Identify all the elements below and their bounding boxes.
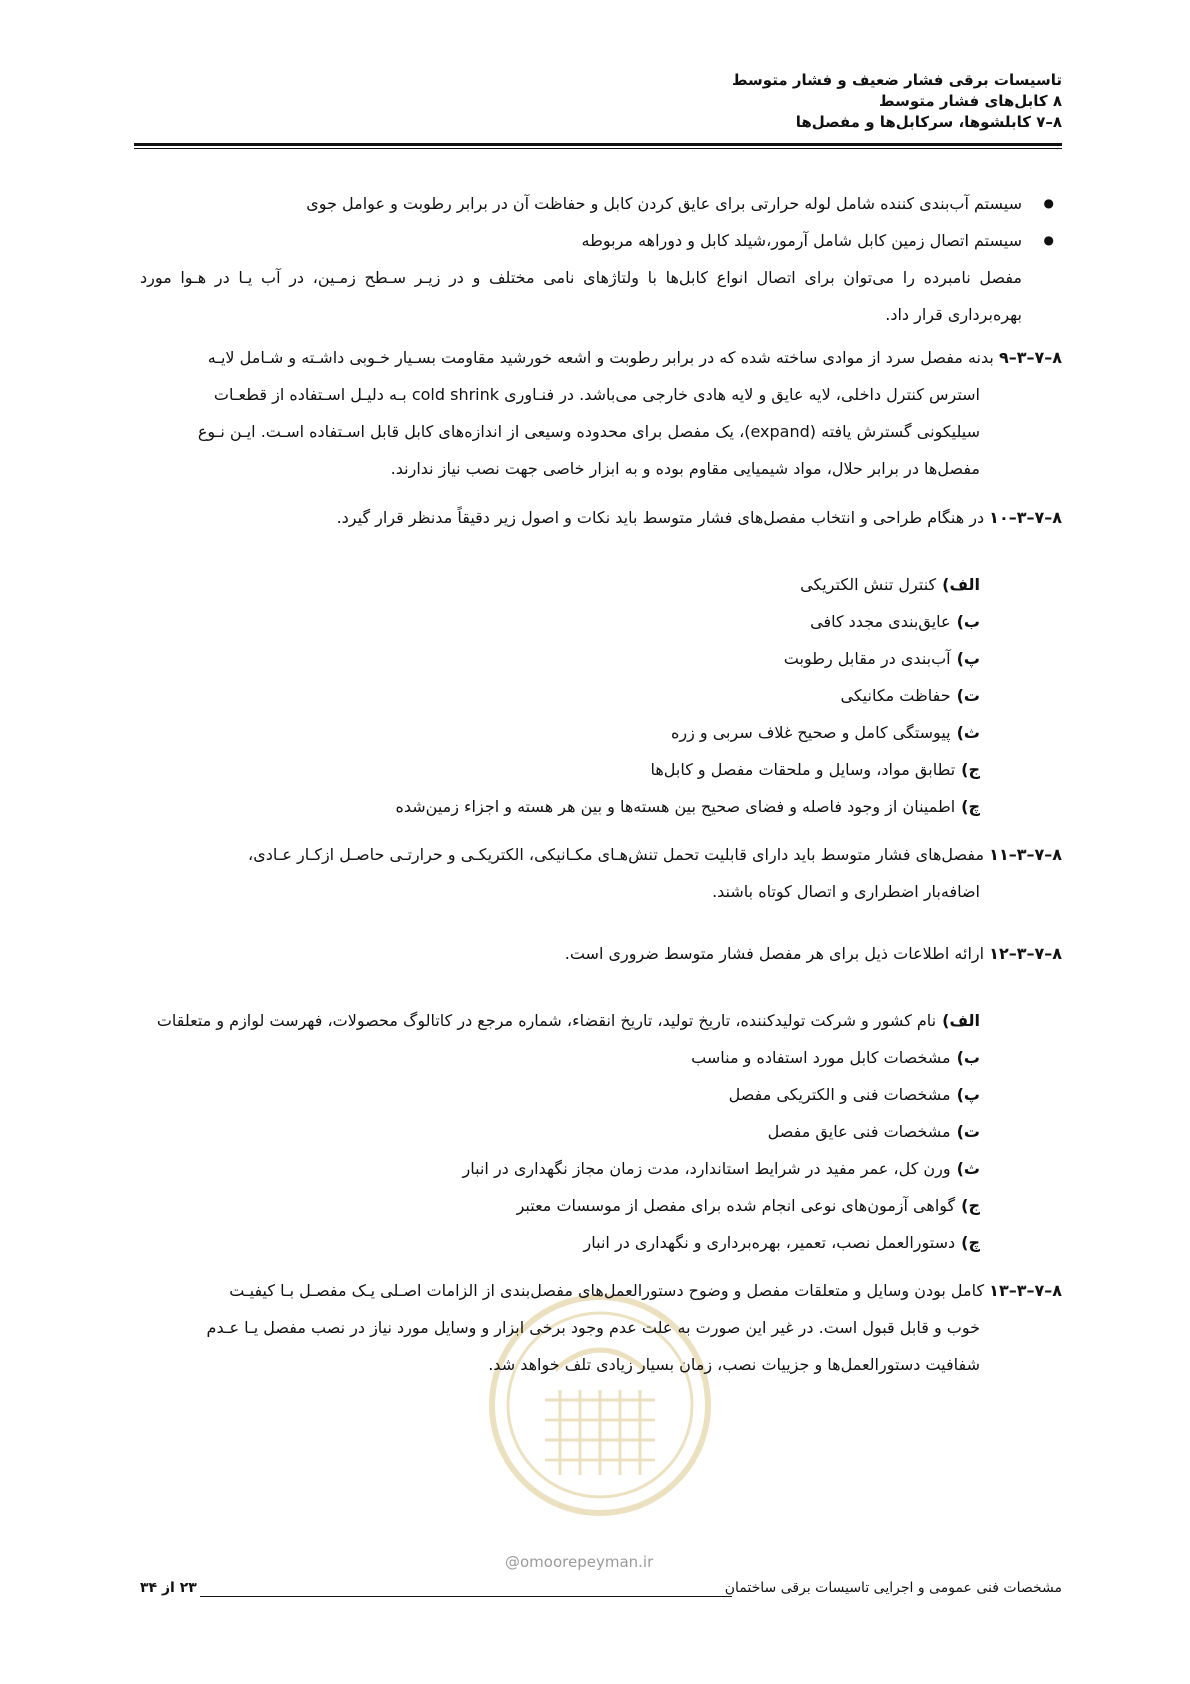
header-title: تاسیسات برقی فشار ضعیف و فشار متوسط [731,71,1062,89]
list-text: اطمینان از وجود فاصله و فضای صحیح بین هسته‌ها و بین هر هسته و اجزاء زمین‌شده [395,797,956,816]
section-10 [140,499,1062,536]
list-label: الف) [942,575,980,594]
bullet-paragraph: مفصل نامبرده را می‌توان برای اتصال انواع کابل‌ها با ولتاژهای نامی مختلف و در زیـر سـطح زمـین، در آب یـا در هـوا مورد بهره‌برداری قرار داد. [140,268,1022,324]
list-text: نام کشور و شرکت تولیدکننده، تاریخ تولید، تاریخ انقضاء، شماره مرجع در کاتالوگ محصولات، فهرست لوازم و متعلقات [156,1011,937,1030]
list-text: مشخصات کابل مورد استفاده و مناسب [691,1048,951,1067]
section-11 [140,836,1062,910]
list-label: ت) [956,686,980,705]
section-text: استرس کنترل داخلی، لایه عایق و لایه هادی خارجی می‌باشد. در فنـاوری cold shrink بـه دلیـل اسـتفاده از قطعـات [213,385,980,404]
list-item [140,566,1062,603]
list-text: پیوستگی کامل و صحیح غلاف سربی و زره [670,723,951,742]
footer-title: مشخصات فنی عمومی و اجرایی تاسیسات برقی ساختمان [724,1580,1062,1596]
list-label: ث) [956,1159,980,1178]
list-item [140,1113,1062,1150]
list-text: کنترل تنش الکتریکی [800,575,937,594]
list-item [140,714,1062,751]
list-item [140,677,1062,714]
section-number: ۸–۷–۳–۱۱ [989,845,1062,864]
header-chapter: ۸ کابل‌های فشار متوسط [879,92,1062,110]
bullet-item: ● سیستم اتصال زمین کابل شامل آرمور،شیلد کابل و دوراهه مربوطه [140,222,1058,259]
list-label: پ) [956,1085,980,1104]
footer-rule [200,1596,732,1597]
section-13 [140,1272,1062,1383]
section-text: شفافیت دستورالعمل‌ها و جزییات نصب، زمان بسیار زیادی تلف خواهد شد. [488,1355,980,1374]
page-number: ۲۳ از ۳۴ [140,1580,197,1596]
section-text: مفصل‌ها در برابر حلال، مواد شیمیایی مقاوم بوده و به ابزار خاصی جهت نصب نیاز ندارند. [390,459,980,478]
section-number: ۸–۷–۳–۱۰ [989,508,1062,527]
list-item [140,788,1062,825]
header-section: ۸–۷ کابلشوها، سرکابل‌ها و مفصل‌ها [795,113,1062,131]
section-text: خوب و قابل قبول است. در غیر این صورت به علت عدم وجود برخی ابزار و وسایل مورد نیاز در نصب مفصل یـا عـدم [206,1318,980,1337]
section-text: بدنه مفصل سرد از موادی ساخته شده که در برابر رطوبت و اشعه خورشید مقاومت بسـیار خـوبی داشـته و شـامل لایـه [207,348,994,367]
list-text: حفاظت مکانیکی [840,686,951,705]
section-text: سیلیکونی گسترش یافته (expand)، یک مفصل برای محدوده وسیعی از اندازه‌های کابل قابل اسـتفاده اسـت. ایـن نـوع [197,422,980,441]
list-text: عایق‌بندی مجدد کافی [810,612,951,631]
list-label: ج) [961,1196,980,1215]
header-rule-thin [134,148,1062,149]
list-label: پ) [956,649,980,668]
list-label: چ) [961,797,980,816]
section-text: کامل بودن وسایل و متعلقات مفصل و وضوح دستورالعمل‌های مفصل‌بندی از الزامات اصـلی یـک مفصـل بـا کیفیـت [229,1281,985,1300]
list-item [140,603,1062,640]
bullet-item: ● سیستم آب‌بندی کننده شامل لوله حرارتی برای عایق کردن کابل و حفاظت آن در برابر رطوبت و عوامل جوی [140,185,1058,222]
section-text: مفصل‌های فشار متوسط باید دارای قابلیت تحمل تنش‌هـای مکـانیکی، الکتریکـی و حرارتـی حاصـل ازکـار عـادی، [248,845,985,864]
list-text: مشخصات فنی عایق مفصل [767,1122,951,1141]
requirements-list [140,566,1062,825]
list-text: تطابق مواد، وسایل و ملحقات مفصل و کابل‌ها [650,760,956,779]
page-footer [140,1580,1062,1604]
section-text: در هنگام طراحی و انتخاب مفصل‌های فشار متوسط باید نکات و اصول زیر دقیقاً مدنظر قرار گیرد. [336,508,985,527]
list-label: ت) [956,1122,980,1141]
list-text: مشخصات فنی و الکتریکی مفصل [728,1085,951,1104]
list-item [140,1002,1062,1039]
list-item [140,1076,1062,1113]
watermark-url: @omoorepeyman.ir [505,1553,654,1571]
section-text: ارائه اطلاعات ذیل برای هر مفصل فشار متوسط ضروری است. [564,944,985,963]
list-label: ب) [956,1048,980,1067]
list-label: ج) [961,760,980,779]
list-label: الف) [942,1011,980,1030]
list-label: ث) [956,723,980,742]
page-header [732,70,1062,133]
list-text: گواهی آزمون‌های نوعی انجام شده برای مفصل از موسسات معتبر [516,1196,956,1215]
list-text: دستورالعمل نصب، تعمیر، بهره‌برداری و نگهداری در انبار [583,1233,956,1252]
list-item [140,751,1062,788]
section-number: ۸–۷–۳–۱۳ [989,1281,1062,1300]
list-label: ب) [956,612,980,631]
section-9 [140,339,1062,487]
list-label: چ) [961,1233,980,1252]
list-item [140,1150,1062,1187]
list-text: آب‌بندی در مقابل رطوبت [783,649,951,668]
section-12 [140,935,1062,972]
section-number: ۸–۷–۳–۹ [998,348,1062,367]
list-item [140,1039,1062,1076]
info-list [140,1002,1062,1261]
section-text: اضافه‌بار اضطراری و اتصال کوتاه باشند. [712,882,980,901]
bullet-list [140,185,1058,333]
list-text: ورن کل، عمر مفید در شرایط استاندارد، مدت زمان مجاز نگهداری در انبار [462,1159,951,1178]
list-item [140,640,1062,677]
list-item [140,1224,1062,1261]
header-rule-thick [134,143,1062,146]
section-number: ۸–۷–۳–۱۲ [989,944,1062,963]
list-item [140,1187,1062,1224]
